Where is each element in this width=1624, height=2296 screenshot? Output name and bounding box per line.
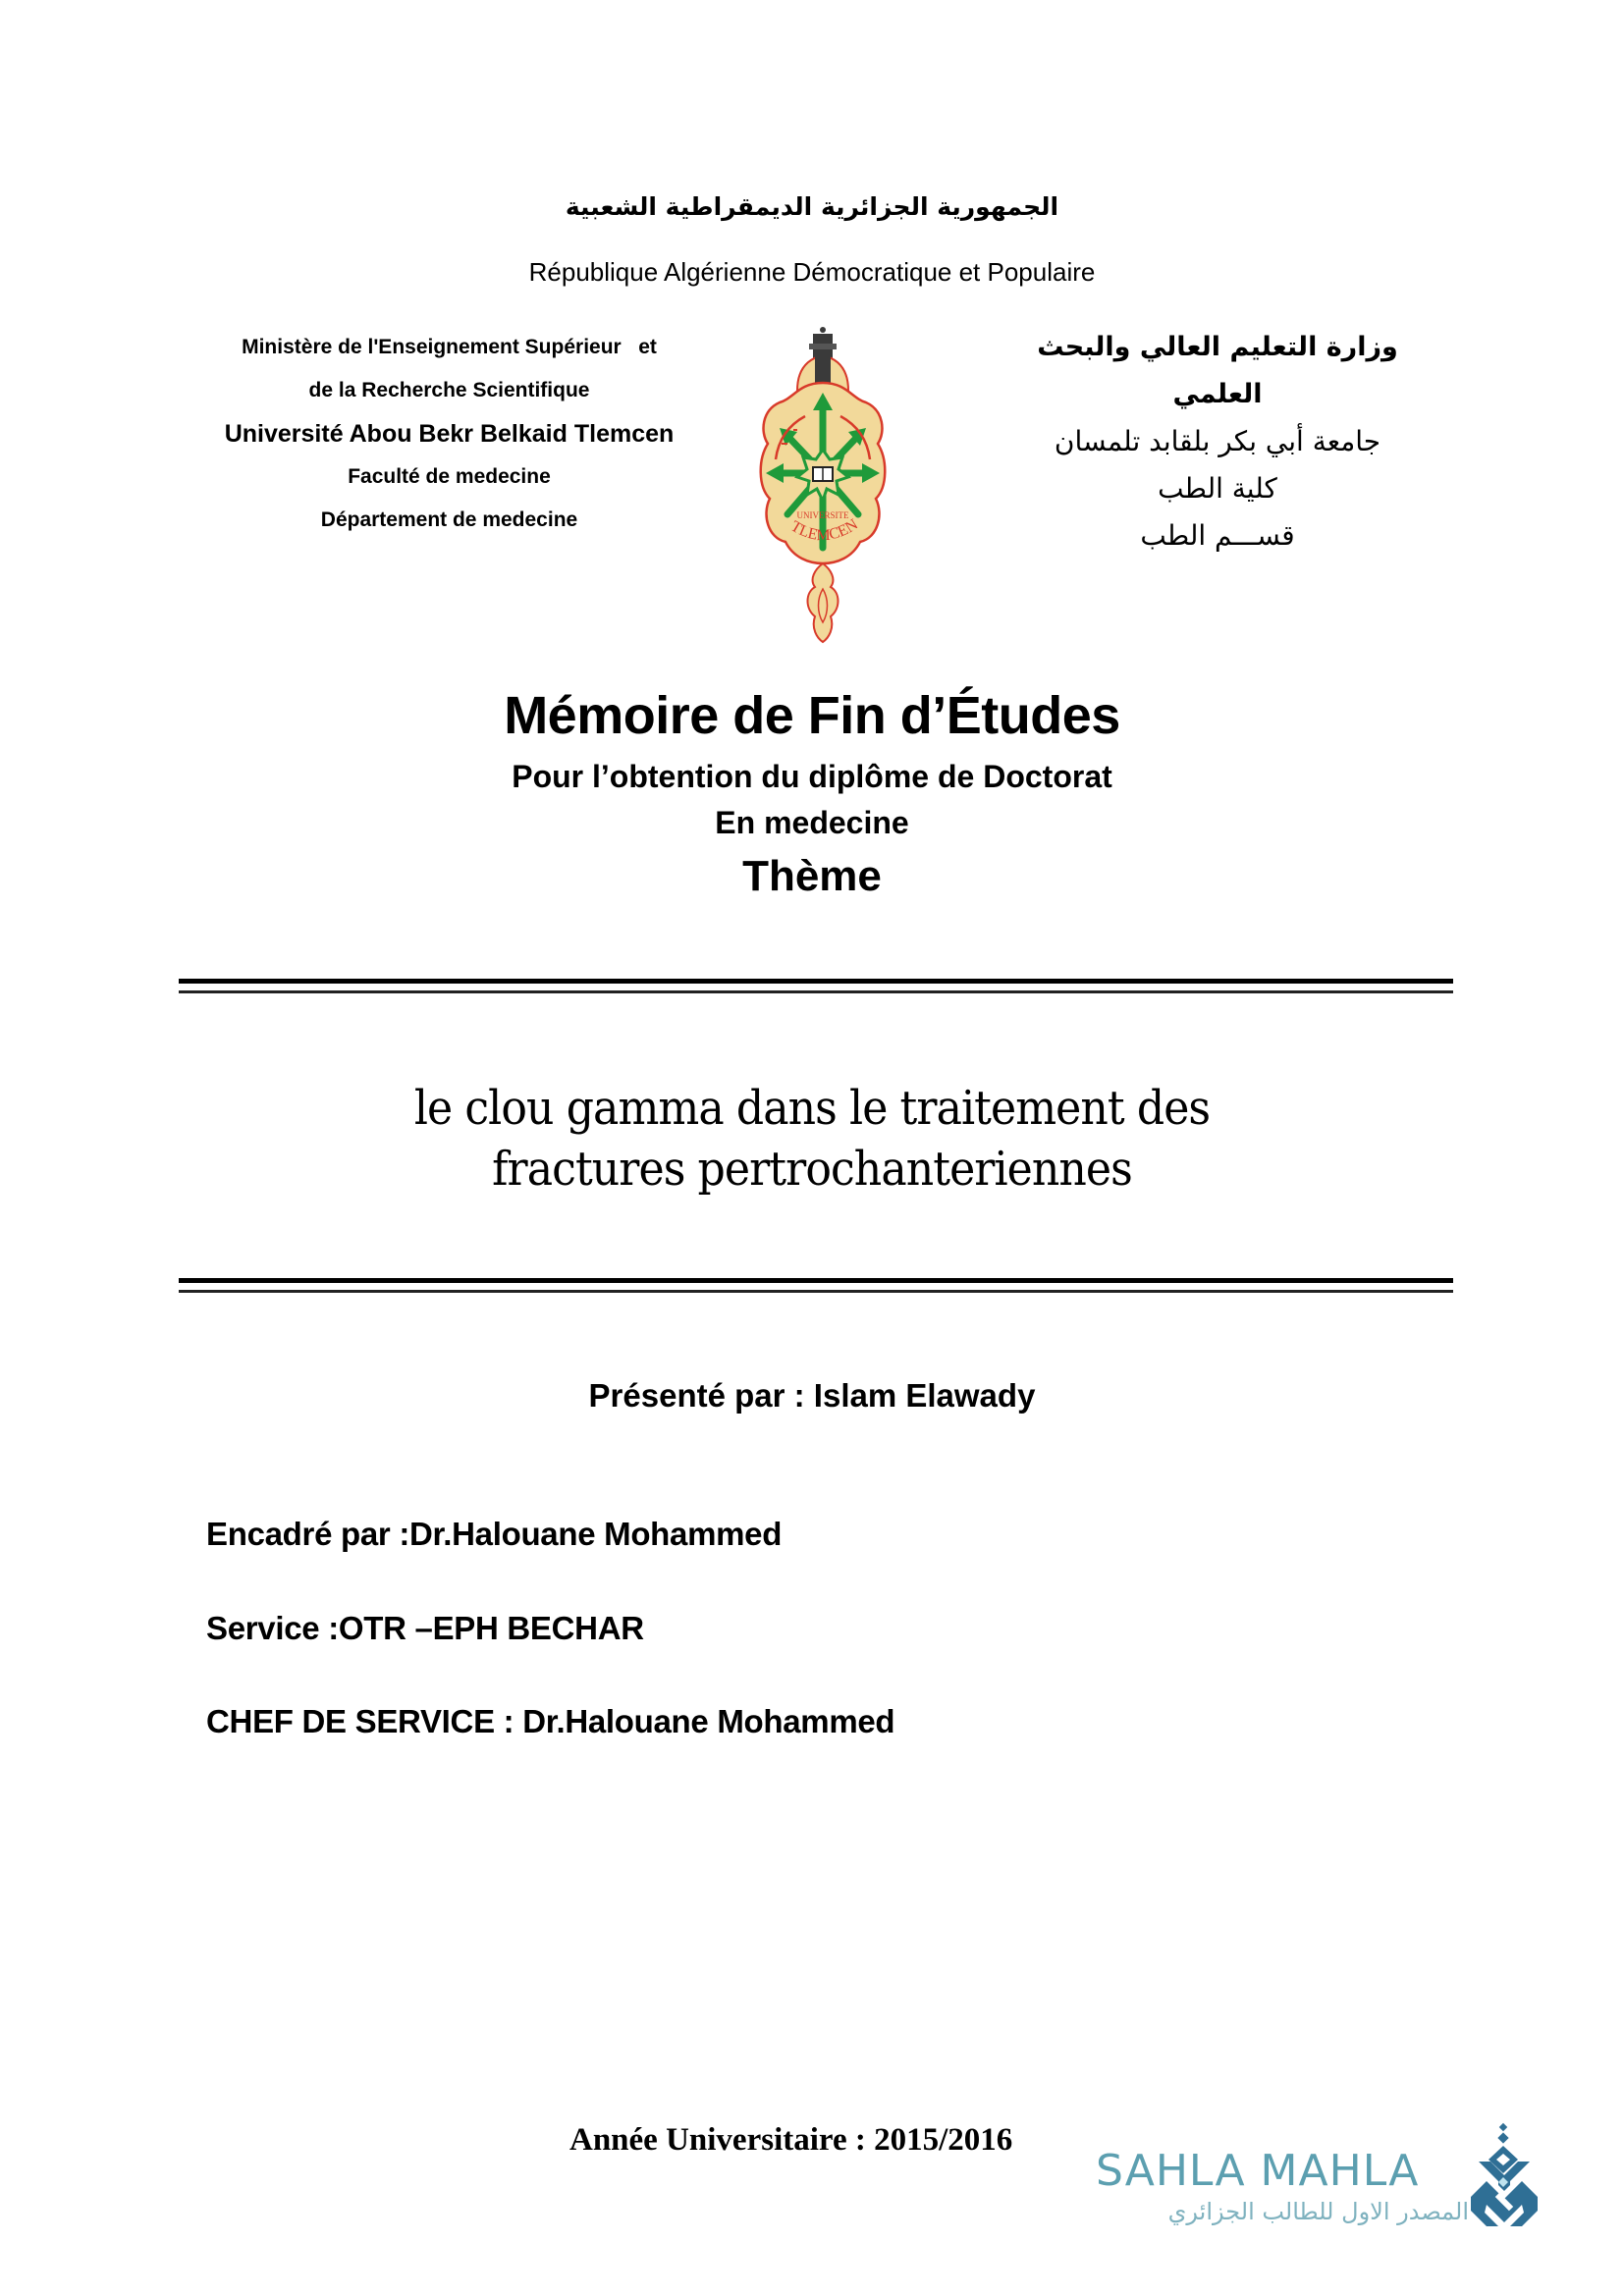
faculty-name: Faculté de medecine xyxy=(348,465,551,488)
republic-french: République Algérienne Démocratique et Populaire xyxy=(528,257,1096,287)
document-subtitle-diploma: Pour l’obtention du diplôme de Doctorat xyxy=(512,759,1112,794)
svg-text:UNIVERSITE: UNIVERSITE xyxy=(796,510,849,520)
academic-year: Année Universitaire : 2015/2016 xyxy=(569,2122,1013,2158)
svg-text:TLEMCEN: TLEMCEN xyxy=(787,515,861,545)
document-title: Mémoire de Fin d’Études xyxy=(504,686,1120,745)
separator-top xyxy=(179,979,1453,994)
head-of-service: CHEF DE SERVICE : Dr.Halouane Mohammed xyxy=(206,1703,895,1739)
republic-arabic: الجمهورية الجزائرية الديمقراطية الشعبية xyxy=(565,192,1059,221)
institution-block-french xyxy=(177,326,722,542)
university-tlemcen-emblem-icon xyxy=(758,322,888,646)
institution-block-arabic xyxy=(992,324,1443,560)
theme-heading: Thème xyxy=(742,852,882,900)
presented-by: Présenté par : Islam Elawady xyxy=(588,1377,1036,1414)
faculty-arabic: كلية الطب xyxy=(1158,472,1277,505)
service-name: Service :OTR –EPH BECHAR xyxy=(206,1610,644,1646)
thesis-theme-title xyxy=(65,1078,1559,1200)
watermark-name: SAHLA MAHLA xyxy=(1096,2146,1420,2196)
sahla-mahla-watermark xyxy=(1088,2120,1549,2238)
ministry-line-1: Ministère de l'Enseignement Supérieur et xyxy=(242,336,657,358)
department-arabic: قســـم الطب xyxy=(1140,519,1295,552)
university-arabic: جامعة أبي بكر بلقابد تلمسان xyxy=(1054,425,1381,457)
separator-bottom xyxy=(179,1278,1453,1294)
sahla-mahla-logo-icon xyxy=(1465,2120,1543,2238)
theme-title-line-1: le clou gamma dans le traitement des xyxy=(413,1081,1211,1136)
watermark-tagline: المصدر الاول للطالب الجزائري xyxy=(1167,2198,1469,2225)
ministry-line-2: de la Recherche Scientifique xyxy=(308,379,590,401)
ministry-arabic: وزارة التعليم العالي والبحث العلمي xyxy=(1037,332,1398,409)
supervised-by: Encadré par :Dr.Halouane Mohammed xyxy=(206,1516,783,1552)
university-name: Université Abou Bekr Belkaid Tlemcen xyxy=(224,420,675,448)
department-name: Département de medecine xyxy=(320,508,578,531)
theme-title-line-2: fractures pertrochanteriennes xyxy=(492,1142,1132,1197)
document-subtitle-field: En medecine xyxy=(715,805,909,840)
